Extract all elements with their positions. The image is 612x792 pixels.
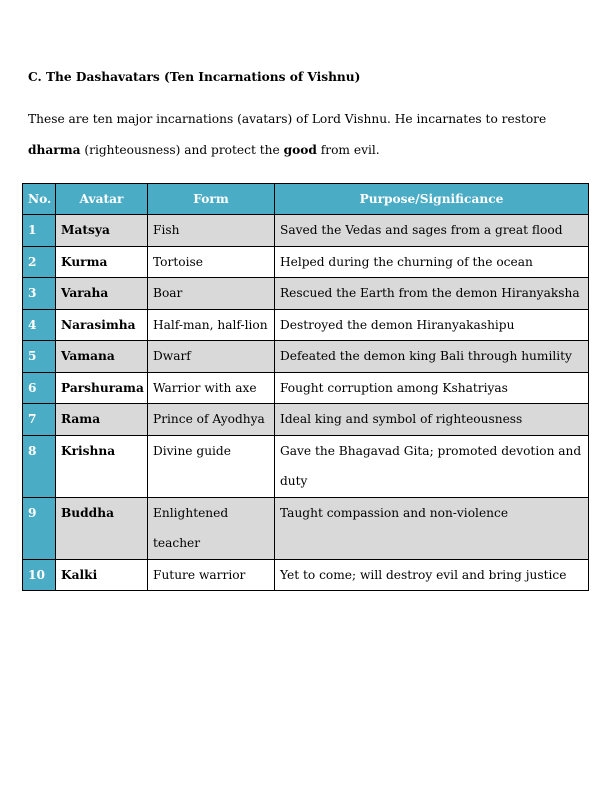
cell-avatar: Varaha — [56, 278, 148, 310]
cell-avatar: Buddha — [56, 497, 148, 559]
cell-no: 10 — [23, 559, 56, 591]
cell-no: 8 — [23, 435, 56, 497]
intro-bold-dharma: dharma — [28, 143, 81, 157]
table-header-row — [23, 184, 589, 215]
cell-avatar: Rama — [56, 404, 148, 436]
cell-avatar: Narasimha — [56, 309, 148, 341]
cell-form: Divine guide — [148, 435, 275, 497]
section-heading: C. The Dashavatars (Ten Incarnations of Vishnu) — [28, 70, 361, 84]
cell-no: 9 — [23, 497, 56, 559]
avatars-table — [22, 183, 589, 591]
cell-purpose: Rescued the Earth from the demon Hiranyaksha — [275, 278, 589, 310]
cell-form: Tortoise — [148, 246, 275, 278]
cell-form: Boar — [148, 278, 275, 310]
table-row — [23, 246, 589, 278]
cell-form: Dwarf — [148, 341, 275, 373]
table-row — [23, 404, 589, 436]
cell-avatar: Kalki — [56, 559, 148, 591]
table-row — [23, 215, 589, 247]
cell-purpose: Fought corruption among Kshatriyas — [275, 372, 589, 404]
table-row — [23, 309, 589, 341]
cell-form: Fish — [148, 215, 275, 247]
cell-no: 5 — [23, 341, 56, 373]
cell-purpose: Ideal king and symbol of righteousness — [275, 404, 589, 436]
cell-avatar: Vamana — [56, 341, 148, 373]
intro-text-1: These are ten major incarnations (avatars) of Lord Vishnu. He incarnates to restore — [28, 112, 547, 126]
cell-form: Prince of Ayodhya — [148, 404, 275, 436]
cell-no: 3 — [23, 278, 56, 310]
intro-paragraph — [28, 104, 588, 166]
cell-avatar: Matsya — [56, 215, 148, 247]
cell-form: Enlightened teacher — [148, 497, 275, 559]
cell-purpose: Taught compassion and non-violence — [275, 497, 589, 559]
intro-text-3: from evil. — [316, 143, 380, 157]
table-row — [23, 341, 589, 373]
cell-purpose: Helped during the churning of the ocean — [275, 246, 589, 278]
cell-form: Future warrior — [148, 559, 275, 591]
table-row — [23, 497, 589, 559]
cell-no: 2 — [23, 246, 56, 278]
header-no: No. — [23, 184, 56, 215]
table-row — [23, 372, 589, 404]
intro-text-2: (righteousness) and protect the — [80, 143, 284, 157]
cell-no: 1 — [23, 215, 56, 247]
cell-purpose: Saved the Vedas and sages from a great flood — [275, 215, 589, 247]
cell-avatar: Krishna — [56, 435, 148, 497]
cell-no: 6 — [23, 372, 56, 404]
cell-form: Half-man, half-lion — [148, 309, 275, 341]
header-purpose: Purpose/Significance — [275, 184, 589, 215]
cell-no: 4 — [23, 309, 56, 341]
table-row — [23, 278, 589, 310]
cell-avatar: Kurma — [56, 246, 148, 278]
header-form: Form — [148, 184, 275, 215]
cell-purpose: Yet to come; will destroy evil and bring justice — [275, 559, 589, 591]
cell-form: Warrior with axe — [148, 372, 275, 404]
cell-purpose: Defeated the demon king Bali through humility — [275, 341, 589, 373]
header-avatar: Avatar — [56, 184, 148, 215]
cell-purpose: Gave the Bhagavad Gita; promoted devotion and duty — [275, 435, 589, 497]
cell-purpose: Destroyed the demon Hiranyakashipu — [275, 309, 589, 341]
table-row — [23, 435, 589, 497]
cell-no: 7 — [23, 404, 56, 436]
cell-avatar: Parshurama — [56, 372, 148, 404]
table-row — [23, 559, 589, 591]
intro-bold-good: good — [283, 143, 317, 157]
